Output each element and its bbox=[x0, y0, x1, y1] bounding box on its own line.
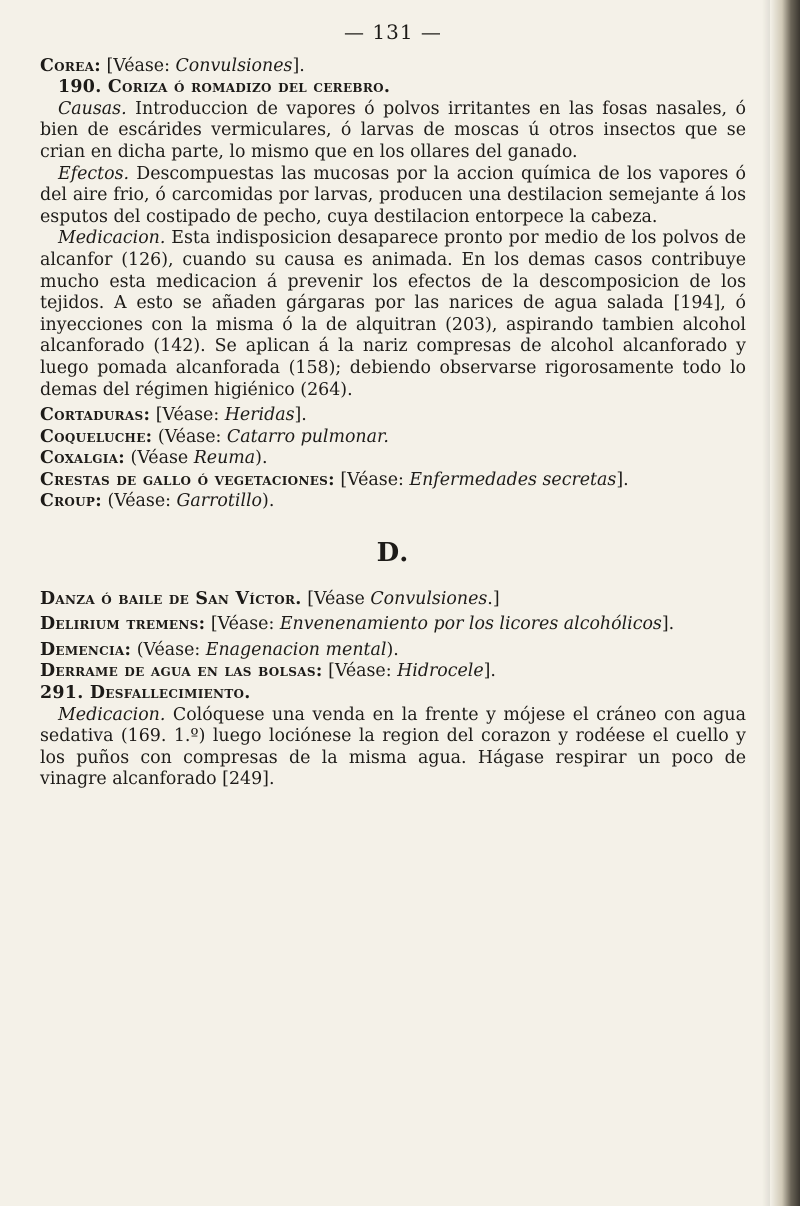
book-edge bbox=[770, 0, 800, 1206]
entry-cortaduras: Cortaduras: [Véase: Heridas]. bbox=[40, 405, 307, 426]
entry-danza: Danza ó baile de San Víctor. [Véase Convulsiones.] bbox=[40, 588, 500, 609]
entry-desfallecimiento-heading: 291. Desfallecimiento. bbox=[40, 683, 251, 704]
entry-derrame: Derrame de agua en las bolsas: [Véase: Hidrocele]. bbox=[40, 661, 496, 682]
section-letter-d: D. bbox=[376, 538, 410, 569]
page-gutter-shadow bbox=[762, 0, 770, 1206]
paragraph-medicacion-desfallecimiento: Medicacion. Colóquese una venda en la frente y mójese el cráneo con agua sedativa (169. 1.º) luego lociónese la region del corazon y rodéese el cuello y los puños con compresas de la misma agua. Hágase respirar un poco de vinagre alcanforado [249]. bbox=[40, 704, 746, 790]
paragraph-medicacion-coriza: Medicacion. Esta indisposicion desaparece pronto por medio de los polvos de alcanfor (126), cuando su causa es animada. En los demas casos contribuye mucho esta medicacion á prevenir los efectos de la descomposicion de los tejidos. A esto se añaden gárgaras por las narices de agua salada [194], ó inyecciones con la misma ó la de alquitran (203), aspirando tambien alcohol alcanforado (142). Se aplican á la nariz compresas de alcohol alcanforado y luego pomada alcanforada (158); debiendo observarse rigorosamente todo lo demas del régimen higiénico (264). bbox=[40, 228, 746, 400]
entry-delirium: Delirium tremens: [Véase: Envenenamiento por los licores alcohólicos]. bbox=[40, 614, 675, 635]
entry-coriza-heading: 190. Coriza ó romadizo del cerebro. bbox=[58, 77, 391, 98]
paragraph-efectos: Efectos. Descompuestas las mucosas por la accion química de los vapores ó del aire frio, ó carcomidas por larvas, producen una destilacion semejante á los esputos del costipado de pecho, cuya destilacion entorpece la cabeza. bbox=[40, 163, 746, 227]
entry-croup: Croup: (Véase: Garrotillo). bbox=[40, 491, 275, 512]
entry-corea: Corea: [Véase: Convulsiones]. bbox=[40, 55, 305, 76]
entry-crestas: Crestas de gallo ó vegetaciones: [Véase: Enfermedades secretas]. bbox=[40, 469, 629, 490]
entry-coqueluche: Coqueluche: (Véase: Catarro pulmonar. bbox=[40, 426, 389, 447]
book-page bbox=[40, 22, 746, 791]
entry-demencia: Demencia: (Véase: Enagenacion mental). bbox=[40, 639, 399, 660]
entry-coxalgia: Coxalgia: (Véase Reuma). bbox=[40, 448, 268, 469]
page-number: — 131 — bbox=[344, 20, 442, 44]
paragraph-causas: Causas. Introduccion de vapores ó polvos irritantes en las fosas nasales, ó bien de escárides vermiculares, ó larvas de moscas ú otros insectos que se crian en dicha parte, lo mismo que en los ollares del ganado. bbox=[40, 98, 746, 162]
